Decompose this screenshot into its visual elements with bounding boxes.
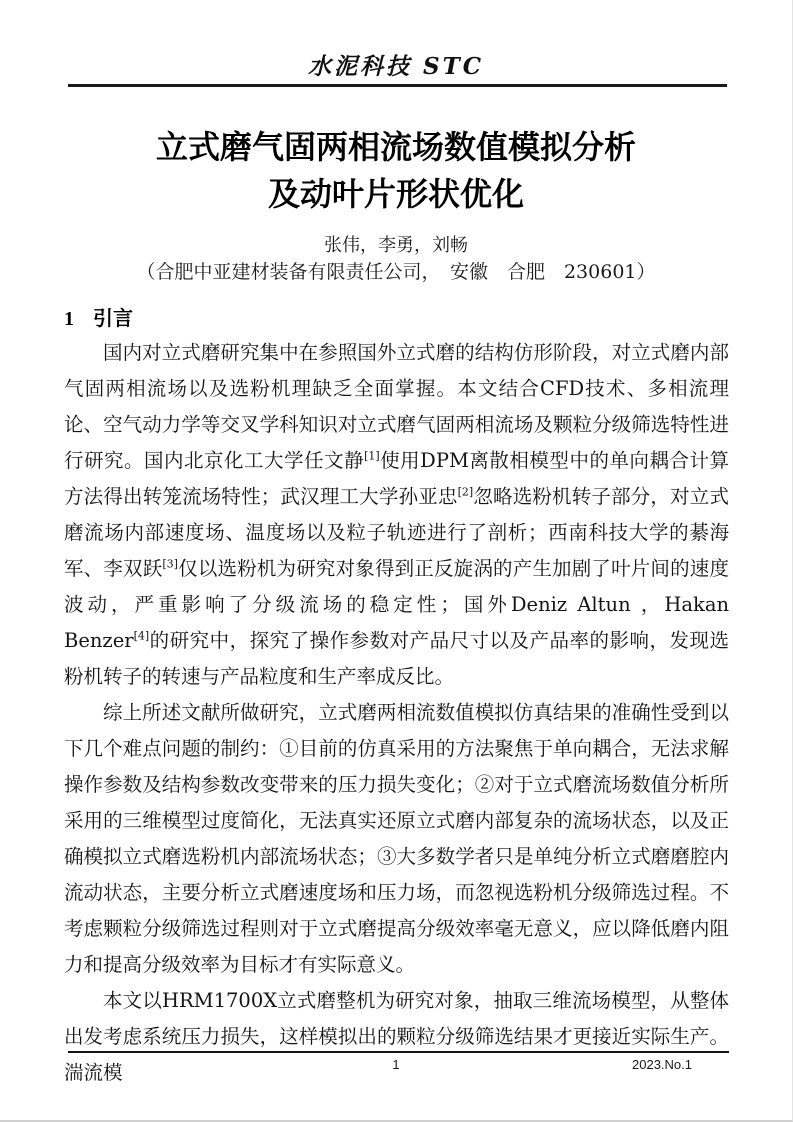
citation-ref: [3] [162, 557, 178, 571]
citation-ref: [1] [364, 449, 380, 463]
affiliation-line: （合肥中亚建材装备有限责任公司， 安徽 合肥 230601） [136, 261, 656, 283]
paragraph: 综上所述文献所做研究，立式磨两相流数值模拟仿真结果的准确性受到以下几个难点问题的制约：①目前的仿真采用的方法聚焦于单向耦合，无法求解操作参数及结构参数改变带来的压力损失变化；②对于立式磨流场数值分析所采用的三维模型过度简化，无法真实还原立式磨内部复杂的流场状态，以及正确模拟立式磨选粉机内部流场状态；③大多数学者只是单纯分析立式磨磨腔内流动状态，主要分析立式磨速度场和压力场，而忽视选粉机分级筛选过程。不考虑颗粒分级筛选过程则对于立式磨提高分级效率毫无意义，应以降低磨内阻力和提高分级效率为目标才有实际意义。 [64, 701, 729, 976]
header-rule [68, 84, 727, 87]
footer-rule [68, 1051, 729, 1053]
section-heading [64, 302, 133, 331]
article-title-line2: 及动叶片形状优化 [267, 176, 524, 212]
article-title [0, 124, 792, 218]
citation-ref: [4] [133, 629, 150, 643]
paragraph: 国内对立式磨研究集中在参照国外立式磨的结构仿形阶段，对立式磨内部气固两相流场以及选粉机理缺乏全面掌握。本文结合CFD技术、多相流理论、空气动力学等交叉学科知识对立式磨气固两相流场及颗粒分级筛选特性进行研究。国内北京化工大学任文静[1]使用DPM离散相模型中的单向耦合计算方法得出转笼流场特性；武汉理工大学孙亚忠[2]忽略选粉机转子部分，对立式磨流场内部速度场、温度场以及粒子轨迹进行了剖析；西南科技大学的綦海军、李双跃[3]仅以选粉机为研究对象得到正反旋涡的产生加剧了叶片间的速度波动，严重影响了分级流场的稳定性；国外Deniz Altun ，Hakan Benzer[4]的研究中，探究了操作参数对产品尺寸以及产品率的影响，发现选粉机转子的转速与产品粒度和生产率成反比。 [64, 341, 729, 688]
authors-line: 张伟，李勇，刘畅 [324, 235, 468, 256]
paragraph: 本文以HRM1700X立式磨整机为研究对象，抽取三维流场模型，从整体出发考虑系统压力损失，这样模拟出的颗粒分级筛选结果才更接近实际生产。湍流模 [64, 989, 729, 1084]
article-title-line1: 立式磨气固两相流场数值模拟分析 [155, 129, 636, 165]
journal-running-head: 水泥科技 STC [307, 53, 485, 80]
citation-ref: [2] [457, 485, 474, 499]
section-title: 引言 [93, 308, 133, 330]
issue-label: 2023.No.1 [632, 1057, 692, 1072]
page-number: 1 [392, 1057, 400, 1072]
section-number: 1 [64, 308, 74, 330]
body-paragraphs [64, 335, 729, 1091]
